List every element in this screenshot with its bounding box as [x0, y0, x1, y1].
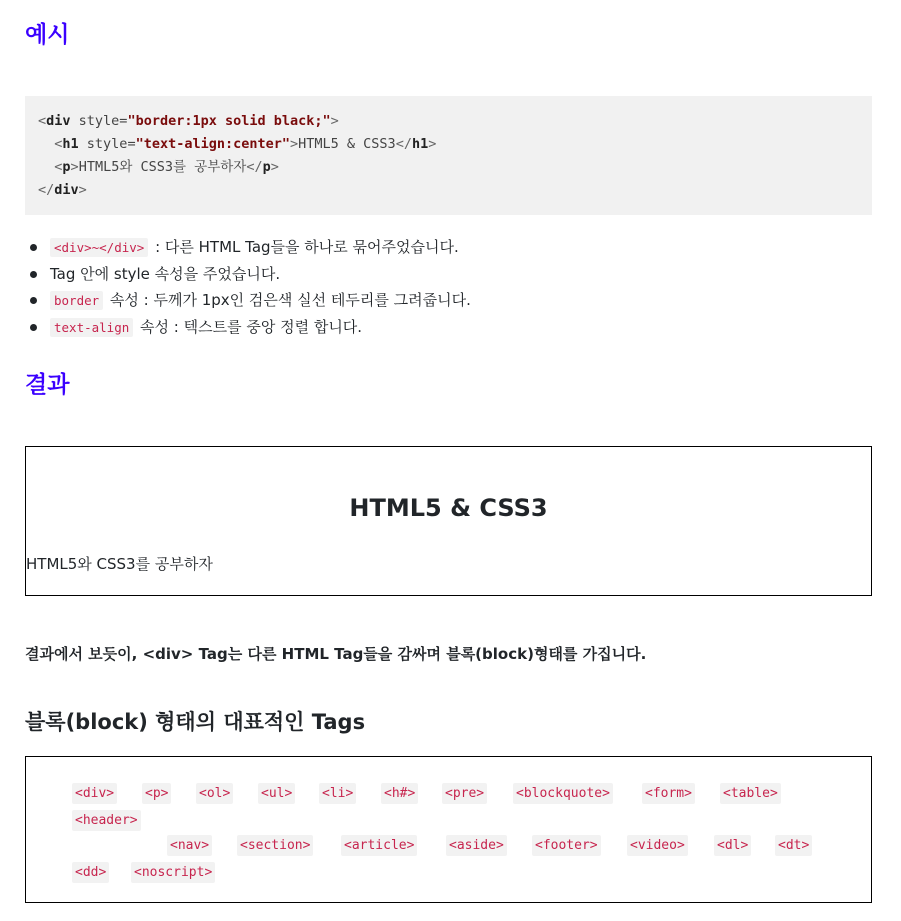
tag-chip: <dt>: [775, 835, 812, 856]
tag-chip: <footer>: [532, 835, 601, 856]
tag-chip: <nav>: [167, 835, 212, 856]
result-box: [25, 446, 872, 596]
bullet-icon: [30, 297, 37, 304]
tag-chip: <h#>: [381, 783, 418, 804]
list-item: [25, 287, 471, 314]
inline-code: <div>~</div>: [50, 238, 148, 257]
code-block: [25, 96, 872, 215]
heading-block-tags: 블록(block) 형태의 대표적인 Tags: [25, 710, 366, 734]
tag-chip: <header>: [72, 810, 141, 831]
list-item-text: 속성 : 두께가 1px인 검은색 실선 테두리를 그려줍니다.: [105, 291, 471, 310]
list-item-text: Tag 안에 style 속성을 주었습니다.: [50, 264, 281, 283]
heading-example: 예시: [25, 22, 70, 48]
tag-chip: <pre>: [442, 783, 487, 804]
tag-chip: <dd>: [72, 862, 109, 883]
bullet-icon: [30, 324, 37, 331]
list-item-text: : 다른 HTML Tag들을 하나로 묶어주었습니다.: [150, 238, 459, 256]
tag-chip: <li>: [319, 783, 356, 804]
result-paragraph: HTML5와 CSS3를 공부하자: [26, 555, 213, 573]
list-item-text: 속성 : 텍스트를 중앙 정렬 합니다.: [135, 318, 363, 337]
tag-chip: <ol>: [196, 783, 233, 804]
tag-chip: <dl>: [714, 835, 751, 856]
bullet-icon: [30, 271, 37, 278]
inline-code: text-align: [50, 318, 133, 337]
tag-chip: <blockquote>: [513, 783, 613, 804]
explanation-list: [25, 234, 471, 341]
code-line-4: </div>: [38, 182, 87, 198]
code-line-3: <p>HTML5와 CSS3를 공부하자</p>: [54, 159, 279, 175]
tag-chip: <table>: [720, 783, 781, 804]
tag-chip: <section>: [237, 835, 313, 856]
tag-chip: <ul>: [258, 783, 295, 804]
tag-chip: <form>: [642, 783, 695, 804]
result-heading: HTML5 & CSS3: [349, 494, 548, 522]
heading-result: 결과: [25, 372, 70, 398]
tag-chip: <aside>: [446, 835, 507, 856]
inline-code: border: [50, 291, 103, 310]
list-item: [25, 261, 471, 288]
tag-chip: <noscript>: [131, 862, 215, 883]
list-item: [25, 314, 471, 341]
tag-chip: <article>: [341, 835, 417, 856]
tag-chip: <p>: [142, 783, 171, 804]
code-line-1: <div style="border:1px solid black;">: [38, 113, 339, 129]
list-item: [25, 234, 471, 261]
summary-note: 결과에서 보듯이, <div> Tag는 다른 HTML Tag들을 감싸며 블록(block)형태를 가집니다.: [25, 645, 647, 663]
code-line-2: <h1 style="text-align:center">HTML5 & CSS3</h1>: [54, 136, 437, 152]
tag-chip: <video>: [627, 835, 688, 856]
block-tags-box: [25, 756, 872, 903]
tag-chip: <div>: [72, 783, 117, 804]
bullet-icon: [30, 244, 37, 251]
